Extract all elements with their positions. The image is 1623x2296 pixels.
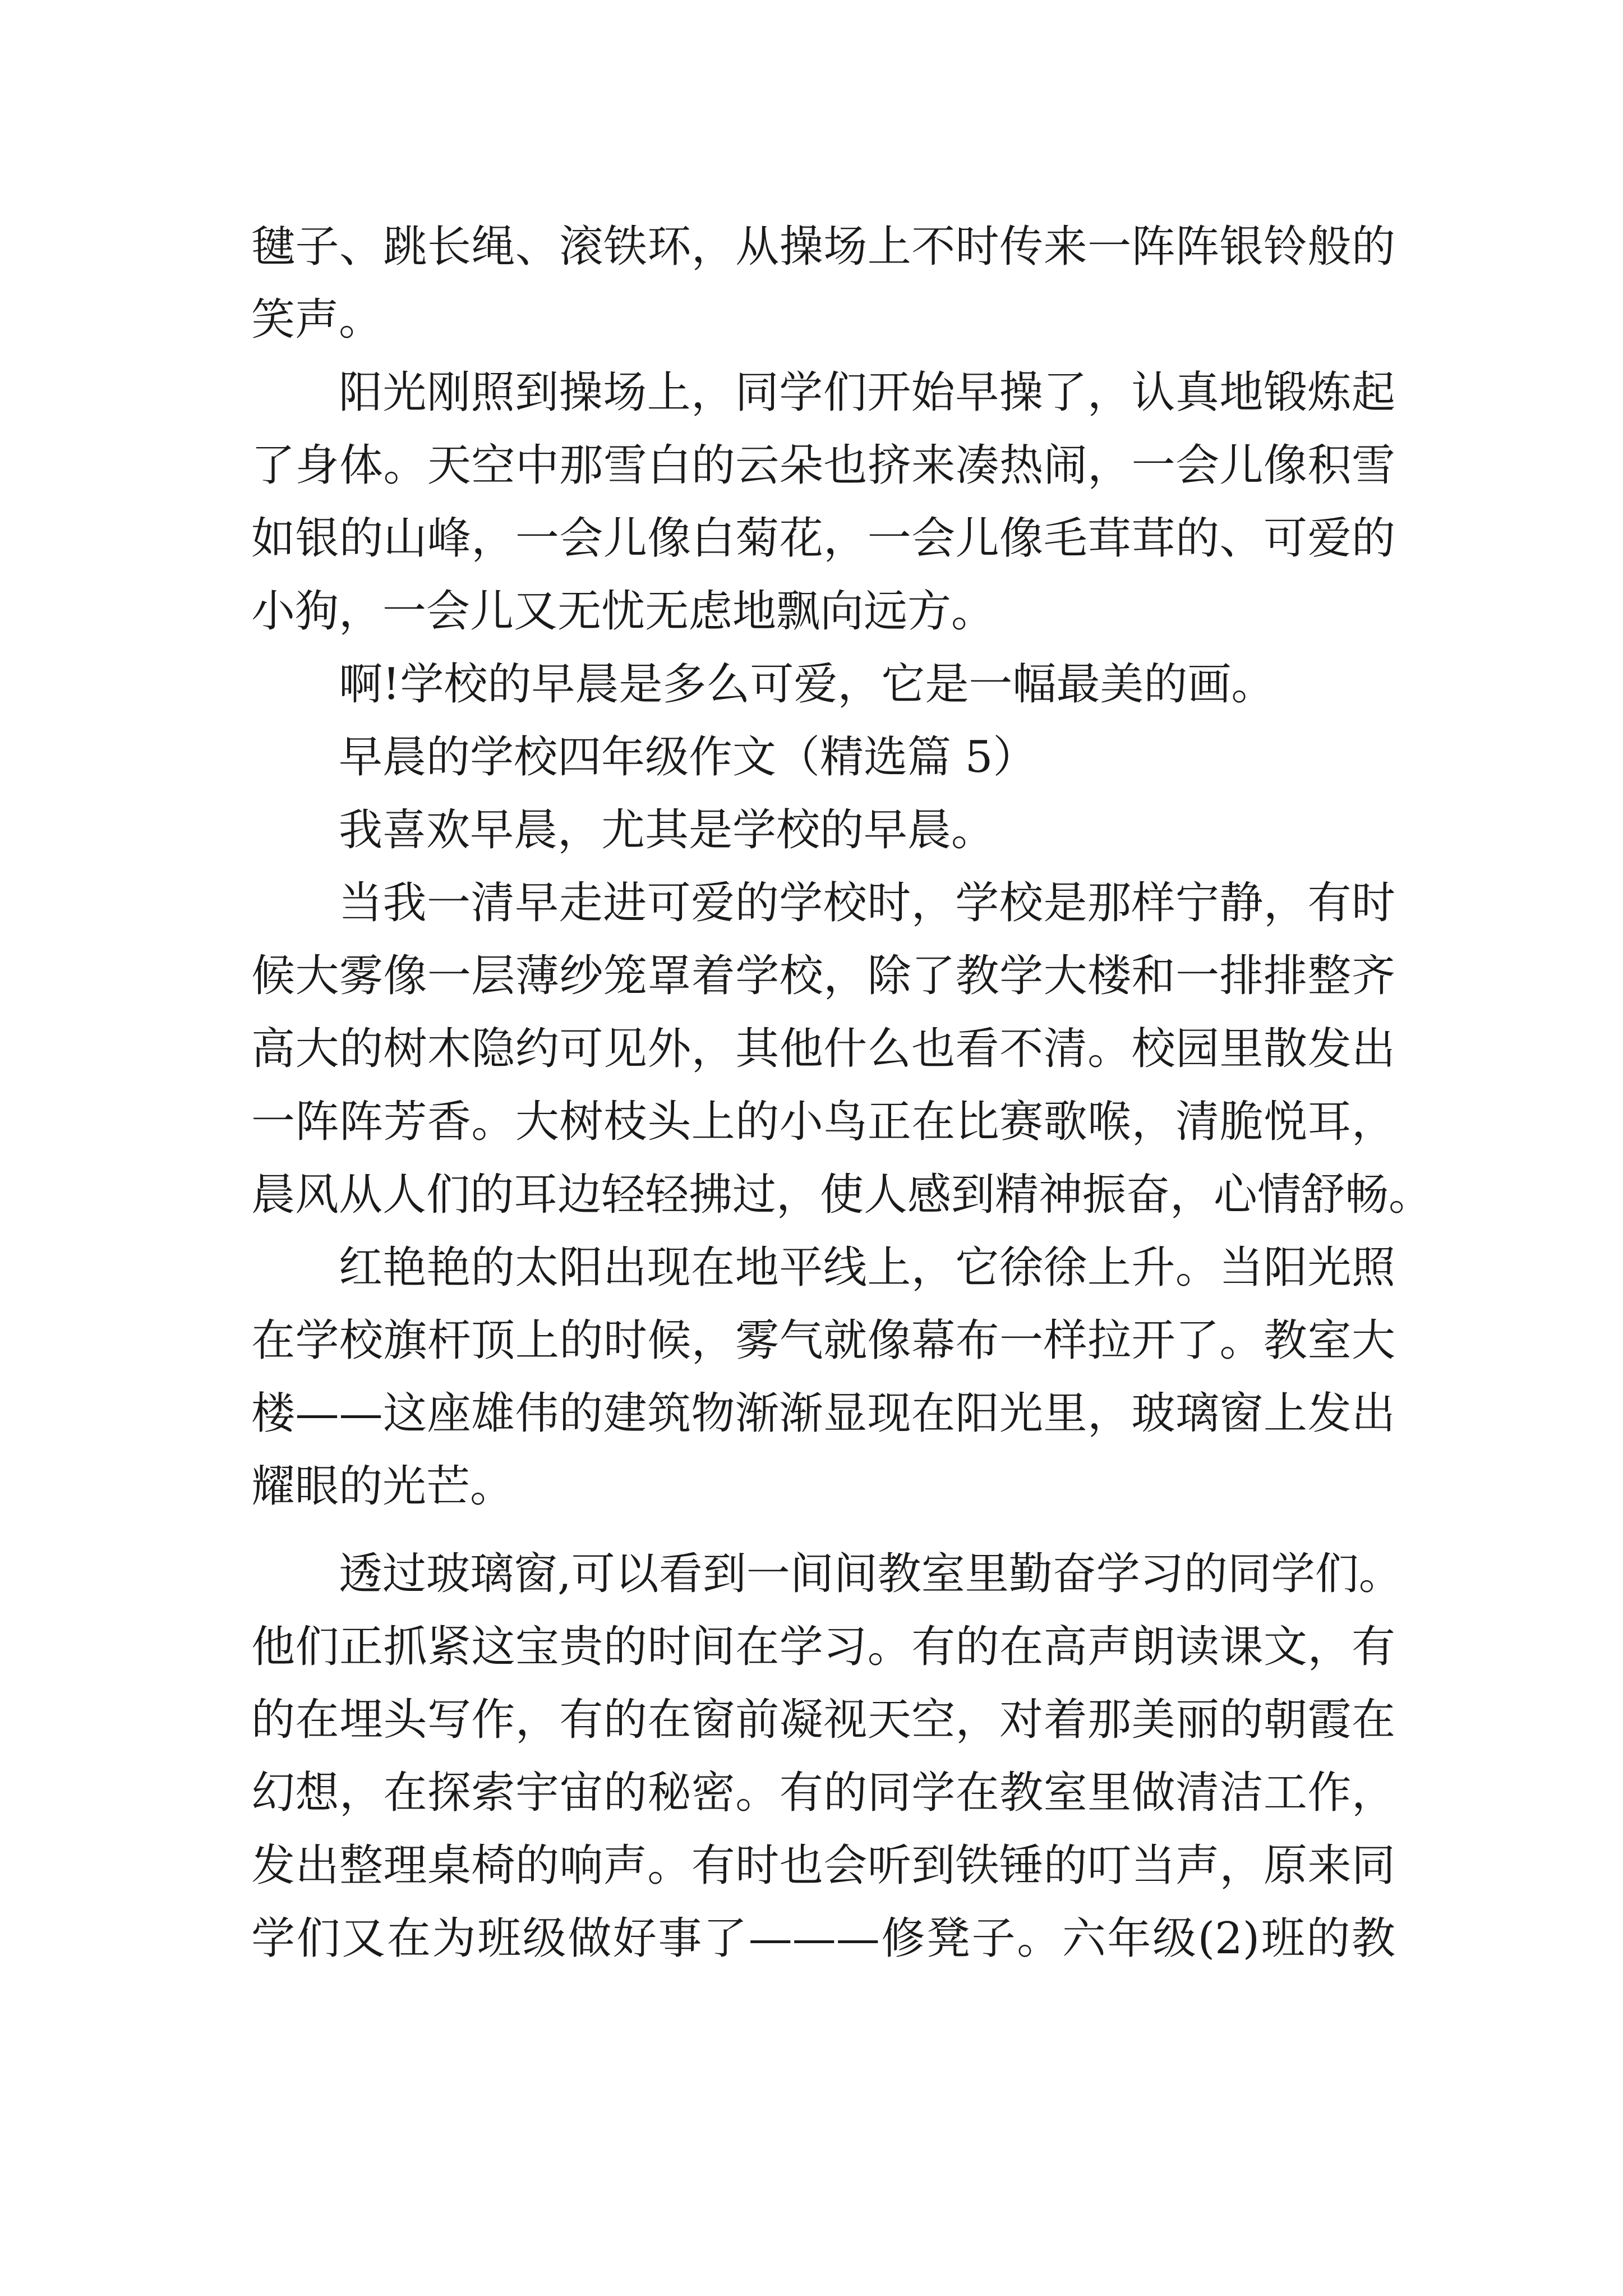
text-line: 学们又在为班级做好事了———修凳子。六年级(2)班的教 xyxy=(251,1913,1395,1964)
text-line: 发出整理桌椅的响声。有时也会听到铁锤的叮当声，原来同 xyxy=(251,1841,1395,1891)
text-line: 笑声。 xyxy=(251,295,383,345)
paragraph-start-line: 阳光刚照到操场上，同学们开始早操了，认真地锻炼起 xyxy=(339,367,1395,418)
paragraph-start-line: 啊!学校的早晨是多么可爱，它是一幅最美的画。 xyxy=(339,659,1275,710)
text-line: 楼——这座雄伟的建筑物渐渐显现在阳光里，玻璃窗上发出 xyxy=(251,1388,1395,1439)
paragraph-start-line: 透过玻璃窗,可以看到一间间教室里勤奋学习的同学们。 xyxy=(339,1549,1403,1599)
text-line: 在学校旗杆顶上的时候，雾气就像幕布一样拉开了。教室大 xyxy=(251,1315,1395,1366)
text-line: 毽子、跳长绳、滚铁环，从操场上不时传来一阵阵银铃般的 xyxy=(251,222,1395,272)
text-line: 晨风从人们的耳边轻轻拂过，使人感到精神振奋，心情舒畅。 xyxy=(251,1170,1433,1220)
text-line: 了身体。天空中那雪白的云朵也挤来凑热闹，一会儿像积雪 xyxy=(251,440,1395,491)
text-line: 的在埋头写作，有的在窗前凝视天空，对着那美丽的朝霞在 xyxy=(251,1695,1395,1745)
text-line: 一阵阵芳香。大树枝头上的小鸟正在比赛歌喉，清脆悦耳， xyxy=(251,1097,1395,1147)
text-line: 耀眼的光芒。 xyxy=(251,1461,514,1512)
text-line: 他们正抓紧这宝贵的时间在学习。有的在高声朗读课文，有 xyxy=(251,1622,1395,1672)
text-line: 如银的山峰，一会儿像白菊花，一会儿像毛茸茸的、可爱的 xyxy=(251,513,1395,564)
text-line: 小狗，一会儿又无忧无虑地飘向远方。 xyxy=(251,586,995,637)
paragraph-start-line: 当我一清早走进可爱的学校时，学校是那样宁静，有时 xyxy=(339,878,1395,928)
text-line: 幻想，在探索宇宙的秘密。有的同学在教室里做清洁工作， xyxy=(251,1768,1395,1818)
document-body xyxy=(251,210,1433,1975)
text-line: 候大雾像一层薄纱笼罩着学校，除了教学大楼和一排排整齐 xyxy=(251,951,1395,1001)
section-heading: 早晨的学校四年级作文（精选篇 5） xyxy=(339,732,1037,783)
text-line: 高大的树木隐约可见外，其他什么也看不清。校园里散发出 xyxy=(251,1024,1395,1074)
paragraph-start-line: 红艳艳的太阳出现在地平线上，它徐徐上升。当阳光照 xyxy=(339,1243,1395,1293)
paragraph-start-line: 我喜欢早晨，尤其是学校的早晨。 xyxy=(339,805,995,855)
